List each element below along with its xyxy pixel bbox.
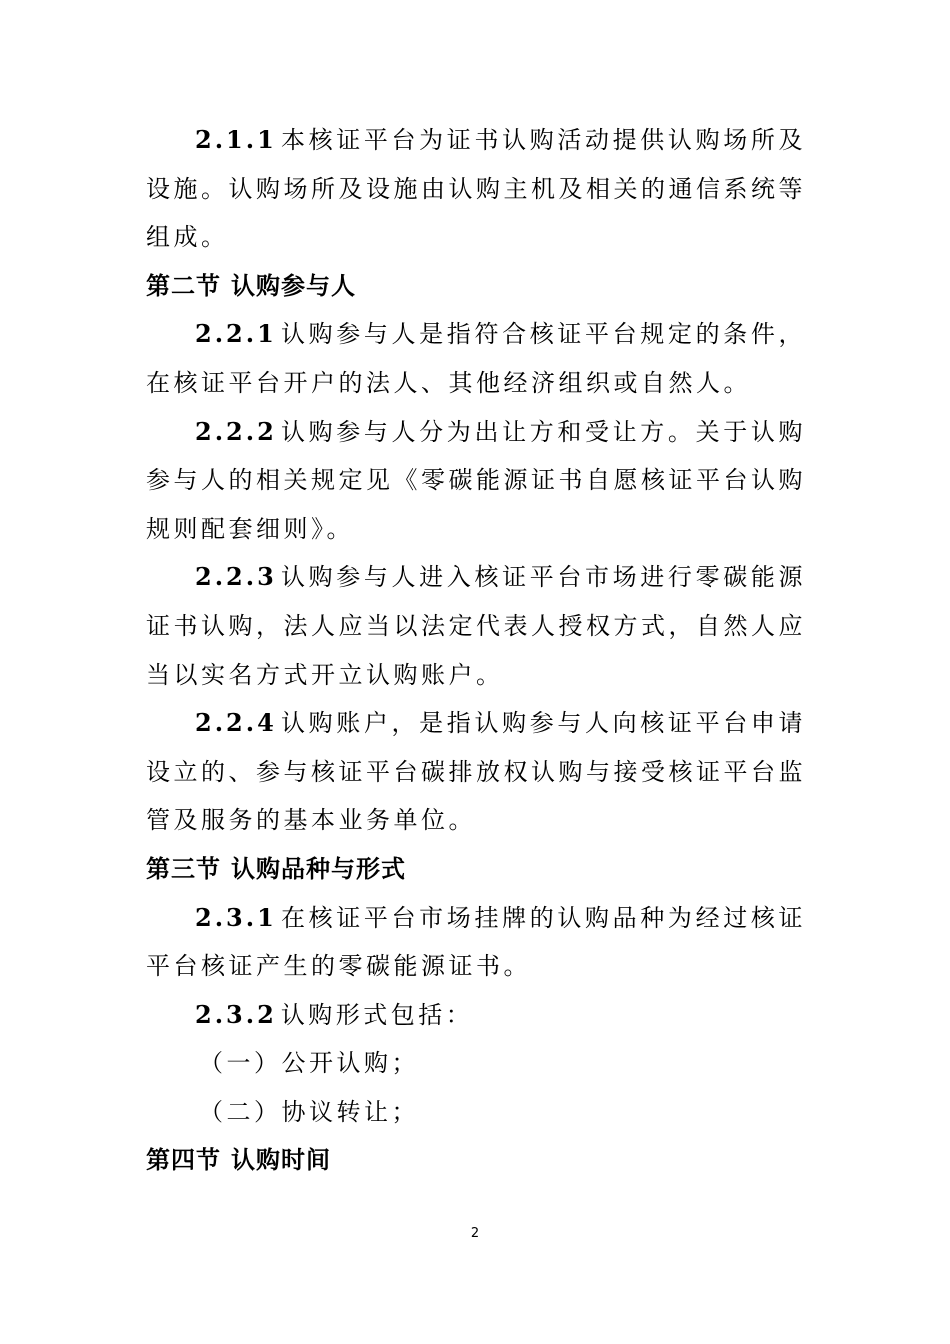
list-item: （一）公开认购； [199,1049,419,1078]
paragraph-2-2-3 [146,553,806,699]
paragraph-2-2-4 [146,699,806,845]
section-heading-3 [146,845,806,894]
section-title: 认购参与人 [231,271,356,300]
clause-text: 认购账户，是指认购参与人向核证平台申请设立的、参与核证平台碳排放权认购与接受核证平台监管及服务的基本业务单位。 [146,709,806,835]
list-item: （二）协议转让； [199,1097,419,1126]
clause-text: 本核证平台为证书认购活动提供认购场所及设施。认购场所及设施由认购主机及相关的通信系统等组成。 [146,126,806,252]
clause-text: 认购形式包括： [280,1000,474,1029]
clause-number: 2.3.2 [195,999,277,1029]
clause-number: 2.2.1 [195,319,277,349]
paragraph-2-2-1 [146,310,806,407]
section-label: 第四节 [146,1146,221,1175]
clause-number: 2.2.4 [195,708,277,738]
section-heading-4 [146,1136,806,1185]
paragraph-2-1-1 [146,116,806,262]
clause-text: 在核证平台市场挂牌的认购品种为经过核证平台核证产生的零碳能源证书。 [146,903,806,981]
clause-number: 2.3.1 [195,902,277,932]
paragraph-2-3-2 [146,991,806,1040]
clause-number: 2.2.2 [195,416,277,446]
clause-number: 2.2.3 [195,562,277,592]
paragraph-2-3-1 [146,894,806,991]
section-heading-2 [146,262,806,311]
clause-text: 认购参与人进入核证平台市场进行零碳能源证书认购，法人应当以法定代表人授权方式，自然人应当以实名方式开立认购账户。 [146,563,806,689]
section-label: 第二节 [146,271,221,300]
paragraph-2-2-2 [146,408,806,554]
section-title: 认购品种与形式 [231,854,406,883]
clause-text: 认购参与人分为出让方和受让方。关于认购参与人的相关规定见《零碳能源证书自愿核证平台认购规则配套细则》。 [146,417,806,543]
clause-text: 认购参与人是指符合核证平台规定的条件，在核证平台开户的法人、其他经济组织或自然人。 [146,320,806,397]
section-title: 认购时间 [231,1146,331,1175]
clause-number: 2.1.1 [195,125,277,154]
page-number: 2 [470,1226,480,1241]
section-label: 第三节 [146,854,221,883]
document-body [146,116,806,1185]
